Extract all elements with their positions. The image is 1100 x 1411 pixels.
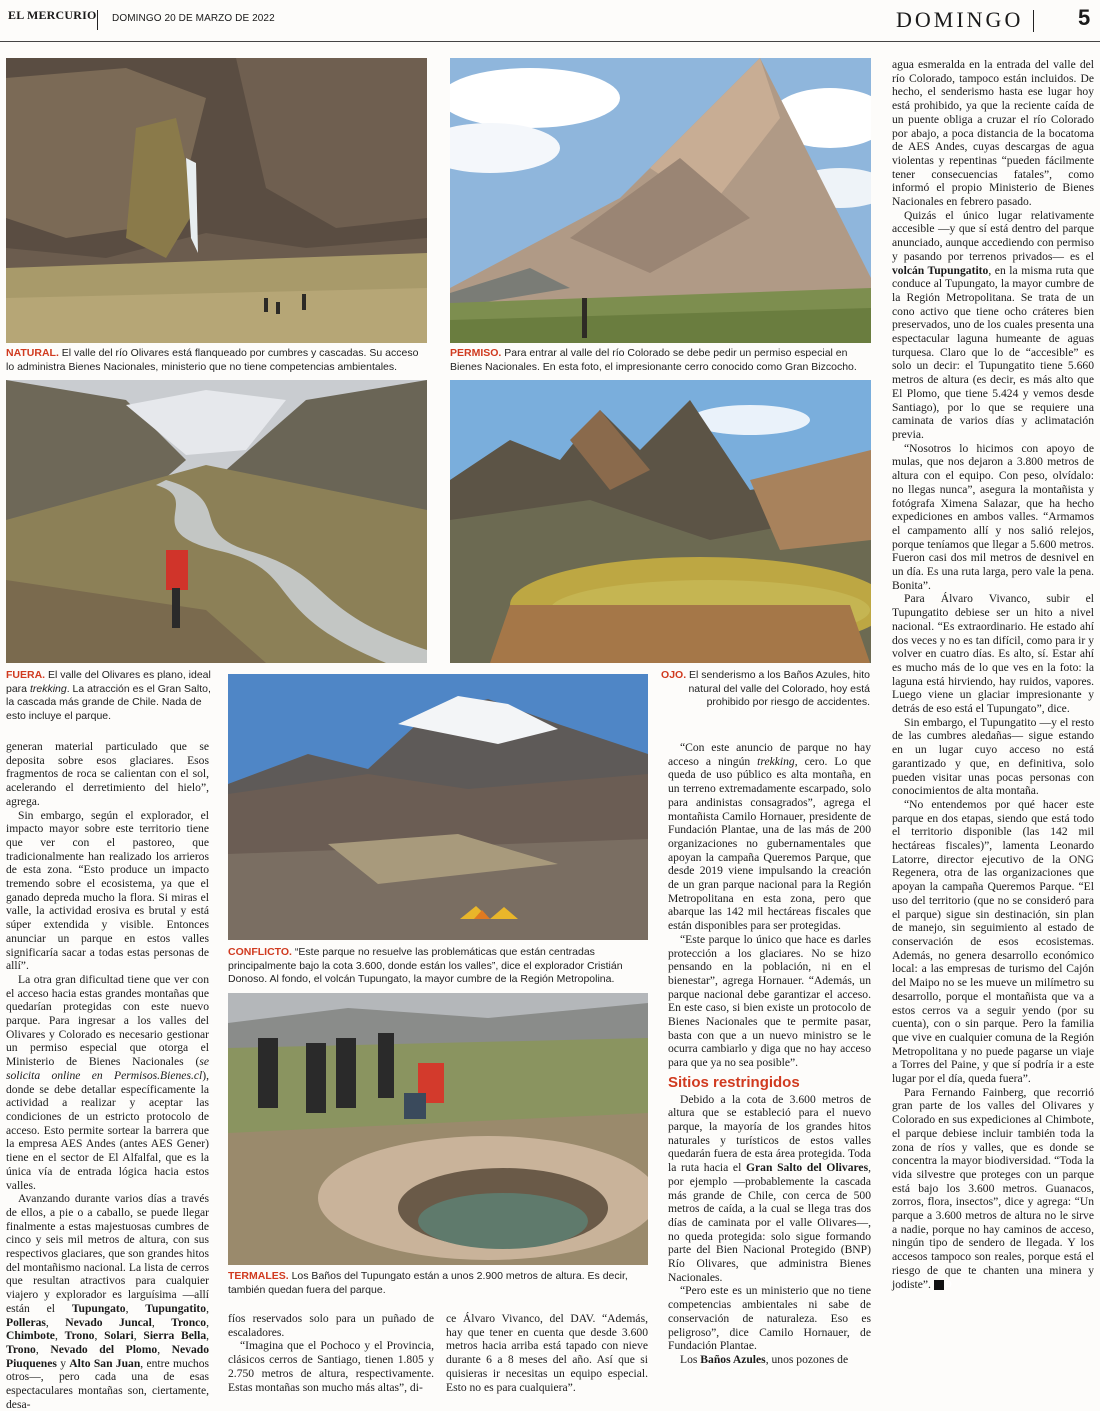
caption-text: Para entrar al valle del río Colorado se debe pedir un permiso especial en Bienes Nacionales. En esta foto, el impresionante cerro conocido como Gran Bizcocho. [450, 347, 857, 373]
caption-termales [228, 1270, 648, 1297]
article-column-1 [6, 740, 209, 1411]
article-column-2 [228, 1312, 434, 1394]
paragraph: “Pero este es un ministerio que no tiene competencias ambientales ni sabe de conservación de naturaleza. Eso es peligroso”, dice Camilo Hornauer, de Fundación Plantae. [668, 1284, 871, 1353]
paragraph: Sin embargo, el Tupungatito —y el resto de las cumbres aledañas— sigue estando en un lugar cuyo acceso no está garantizado y que, en definitiva, solo pueden visitar unas pocas personas con conocimientos de alta montaña. [892, 715, 1094, 798]
header-divider [97, 10, 98, 30]
paragraph: Quizás el único lugar relativamente accesible —y que sí está dentro del parque anunciado, aunque accediendo con permiso y pasando por terrenos privados— es el volcán Tupungatito, en la misma ruta que conduce al Tupungato, la mayor cumbre de la Región Metropolitana. Se trata de un cono activo que tiene ocho cráteres bien preservados, uno de los cuales presenta una espectacular laguna humeante de aguas turquesa. Claro que lo de “accesible” es solo un decir: el Tupungatito tiene 5.660 metros de altura (es decir, es más alto que El Plomo, que tiene 5.424 y vemos desde Santiago), por lo que se requiere una caminata de varios días y aclimatación previa. [892, 208, 1094, 441]
photo-tupungato-camp [228, 674, 648, 940]
section-name: DOMINGO [896, 7, 1024, 32]
caption-label: OJO. [661, 669, 687, 681]
paragraph: “Nosotros lo hicimos con apoyo de mulas, que nos dejaron a 3.800 metros de altura con el equipo. Con peso, olvídalo: no llegas nunca”, asegura la montañista y fotógrafa Ximena Salazar, que ha hecho expediciones en ambos valles. “Armamos el campamento allí y nos salió relejos, porque teníamos que llegar a 5.600 metros. Fueron casi dos mil metros de desnivel en un día. Es una ruta larga, pero vale la pena. Bonita”. [892, 441, 1094, 592]
paragraph: generan material particulado que se deposita sobre esos glaciares. Esos fragmentos de roca se calientan con el sol, acelerando el derretimiento del hielo”, agrega. [6, 740, 209, 808]
caption-label: NATURAL. [6, 347, 59, 359]
page-number: 5 [1078, 5, 1091, 30]
paragraph: agua esmeralda en la entrada del valle del río Colorado, tampoco están incluidos. De hecho, el senderismo hasta ese lugar hoy está prohibido, ya que la reciente caída de un puente obliga a cruzar el río Colorado por abajo, a poca distancia de la bocatoma de AES Andes, cuyas descargas de agua violentas y repentinas “pueden fácilmente tener consecuencias fatales”, como informó el propio Ministerio de Bienes Nacionales en febrero pasado. [892, 58, 1094, 209]
photo-banos-azules [450, 380, 871, 663]
caption-fuera [6, 669, 216, 723]
article-column-3 [446, 1312, 648, 1394]
header-rule [0, 41, 1100, 42]
article-column-5 [892, 58, 1094, 1291]
caption-label: FUERA. [6, 669, 46, 681]
caption-text: El valle del río Olivares está flanqueado por cumbres y cascadas. Su acceso lo administra Bienes Nacionales, ministerio que no tiene competencias ambientales. [6, 347, 419, 373]
photo-banos-tupungato [228, 993, 648, 1265]
paragraph: “Imagina que el Pochoco y el Provincia, clásicos cerros de Santiago, tienen 1.805 y 2.750 metros de altura, respectivamente. Estas montañas son mucho más altas”, di- [228, 1339, 434, 1394]
paragraph: Sin embargo, según el explorador, el impacto mayor sobre este territorio tiene que ver con el pastoreo, que tradicionalmente han realizado los arrieros de esta zona. “Esto produce un impacto tremendo sobre el ecosistema, ya que el ganado depreda mucho la flora. Si miras el valle, la actividad erosiva es brutal y está súper extendida y visible. Entonces anunciar un parque en estos valles significaría sacar a todas estas personas de allí”. [6, 808, 209, 973]
end-of-article-mark: D [934, 1280, 944, 1290]
caption-text: . La atracción es el Gran Salto, la cascada más grande de Chile. Nada de esto incluye el parque. [6, 682, 211, 722]
photo-olivares-trekking [6, 380, 427, 663]
header-divider [1033, 10, 1034, 32]
caption-label: PERMISO. [450, 347, 502, 359]
paragraph: “Con este anuncio de parque no hay acceso a ningún trekking, cero. Lo que queda de uso público es alta montaña, en un terreno extremadamente escarpado, solo para andinistas consagrados”, agrega el montañista Camilo Hornauer, presidente de Fundación Plantae, una de las más de 200 organizaciones no gubernamentales que apoyan la campaña Queremos Parque, que desde 2019 viene impulsando la creación de un gran parque nacional para la Región Metropolitana en esta zona, pero que abarque las 142 mil hectáreas fiscales que están disponibles para ser protegidas. [668, 741, 871, 933]
paragraph: fíos reservados solo para un puñado de escaladores. [228, 1312, 434, 1339]
caption-permiso [450, 347, 871, 374]
paragraph: “Este parque lo único que hace es darles protección a los glaciares. No se hizo pensando en la población, ni en el bienestar”, agrega Hornauer. “Además, un parque nacional debe garantizar el acceso. En este caso, si bien existe un protocolo de Bienes Nacionales que te permite pasar, basta con que a un nuevo ministro se le ocurra cambiarlo y diga que no hay acceso para que ya no sea posible”. [668, 932, 871, 1070]
caption-label: CONFLICTO. [228, 946, 292, 958]
subheading: Sitios restringidos [668, 1073, 800, 1091]
photo-gran-bizcocho [450, 58, 871, 343]
paragraph: ce Álvaro Vivanco, del DAV. “Además, hay que tener en cuenta que desde 3.600 metros hacia arriba está tapado con nieve durante 6 a 8 meses del año. Así que si quisieras ir necesitas un equipo especial. Esto no es para cualquiera”. [446, 1312, 648, 1394]
paragraph: Para Álvaro Vivanco, subir el Tupungatito debiese ser un hito a nivel nacional. “Es extraordinario. He estado ahí dos veces y no es tan difícil, como para ir y volver en cuatro días. Es alto, sí. Estar ahí es mucho más de lo que ves en la foto: la laguna está hirviendo, hay ruidos, vapores. Luego viene un glaciar impresionante y detrás de eso está el Tupungato”, dice. [892, 592, 1094, 716]
paragraph: Para Fernando Fainberg, que recorrió gran parte de los valles del Olivares y Colorado en sus expediciones al Chimbote, el parque debiese incluir también toda la zona de ríos y valles, que es donde se concentra la mayor biodiversidad. “Toda la vida silvestre que proteges con un parque está bajo los 3.600 metros. Guanacos, zorros, flora, insectos”, dice y agrega: “Un parque a 3.600 metros de altura no le sirve a nadie, porque no hay caminos de acceso, ningún tipo de sendero de llegada. Y los accesos tampoco son reales, porque está el riesgo de que te chanten una minera y jodiste”. D [892, 1085, 1094, 1291]
photo-olivares-valley [6, 58, 427, 343]
issue-date: DOMINGO 20 DE MARZO DE 2022 [112, 13, 275, 24]
caption-text-italic: trekking [29, 682, 67, 695]
caption-label: TERMALES. [228, 1270, 289, 1282]
caption-natural [6, 347, 427, 374]
paragraph: Debido a la cota de 3.600 metros de altura que se estableció para el nuevo parque, la mayoría de los grandes hitos naturales y turísticos de estos valles quedarán fuera de esta área protegida. Toda la ruta hacia el Gran Salto del Olivares, por ejemplo —probablemente la cascada más grande de Chile, con cerca de 500 metros de caída, a la cual se llega tras dos días de caminata por el valle Olivares—, no queda protegida: solo sigue formando parte del Bien Nacional Protegido (BNP) Río Olivares, que administra Bienes Nacionales. [668, 1092, 871, 1284]
article-column-4 [668, 741, 871, 1367]
caption-text: “Este parque no resuelve las problemáticas que están centradas principalmente bajo la cota 3.600, donde están los valles”, dice el explorador Cristián Donoso. Al fondo, el volcán Tupungato, la mayor cumbre de la Región Metropolina. [228, 946, 623, 985]
paragraph: Los Baños Azules, unos pozones de [680, 1352, 849, 1366]
caption-conflicto [228, 946, 648, 987]
paragraph: La otra gran dificultad tiene que ver con el acceso hacia estas grandes montañas que quedarían protegidas con este nuevo parque. Para ingresar a los valles del Olivares y Colorado es necesario gestionar un permiso especial que otorga el Ministerio de Bienes Nacionales (se solicita online en Permisos.Bienes.cl), donde se debe detallar específicamente la actividad a realizar y aceptar las condiciones de un estricto protocolo de acceso. Esto permite sortear la barrera que la empresa AES Andes (antes AES Gener) tiene en el sector de El Alfalfal, que es la única vía de entrada lógica hacia estos valles. [6, 972, 209, 1192]
caption-ojo [660, 669, 870, 710]
paragraph: Avanzando durante varios días a través de ellos, a pie o a caballo, se puede llegar finalmente a estas majestuosas cumbres de cinco y seis mil metros de altura, con sus respectivos glaciares, que son grandes hitos del montañismo nacional. La lista de cerros que resultan atractivos para cualquier viajero y explorador es larguísima —allí están el Tupungato, Tupungatito, Polleras, Nevado Juncal, Tronco, Chimbote, Trono, Solari, Sierra Bella, Trono, Nevado del Plomo, Nevado Piuquenes y Alto San Juan, entre muchos otros—, pero cada una de esas espectaculares montañas son, ciertamente, desa- [6, 1192, 210, 1411]
paragraph: “No entendemos por qué hacer este parque en dos etapas, siendo que está todo el territorio disponible (las 142 mil hectáreas fiscales)”, lamenta Leonardo Latorre, director ejecutivo de la ONG Regenera, otra de las organizaciones que apoyan la campaña Queremos Parque. “El uso del territorio (que no se consideró para el parque) sigue sin destinación, sin plan de manejo, sin seguimiento al estado de conservación de esos ecosistemas. Además, no genera desarrollo económico local: a las empresas de turismo del Cajón del Maipo no se les mueve un milímetro su desarrollo, porque el montañista que va a estos cerros va a seguir yendo (por su cuenta), con o sin parque. Pero la familia que vive en cualquier comuna de la Región Metropolitana y no puede pagarse un viaje a Torres del Paine, y que sí podría ir a este lugar por el día, queda fuera”. [892, 797, 1094, 1086]
caption-text: El senderismo a los Baños Azules, hito natural del valle del Colorado, hoy está prohibido por riesgo de accidentes. [686, 669, 870, 708]
caption-text: El valle del Olivares es plano, ideal para [6, 669, 211, 695]
caption-text: Los Baños del Tupungato están a unos 2.900 metros de altura. Es decir, también quedan fuera del parque. [228, 1270, 628, 1296]
publication-name: EL MERCURIO [8, 8, 97, 22]
